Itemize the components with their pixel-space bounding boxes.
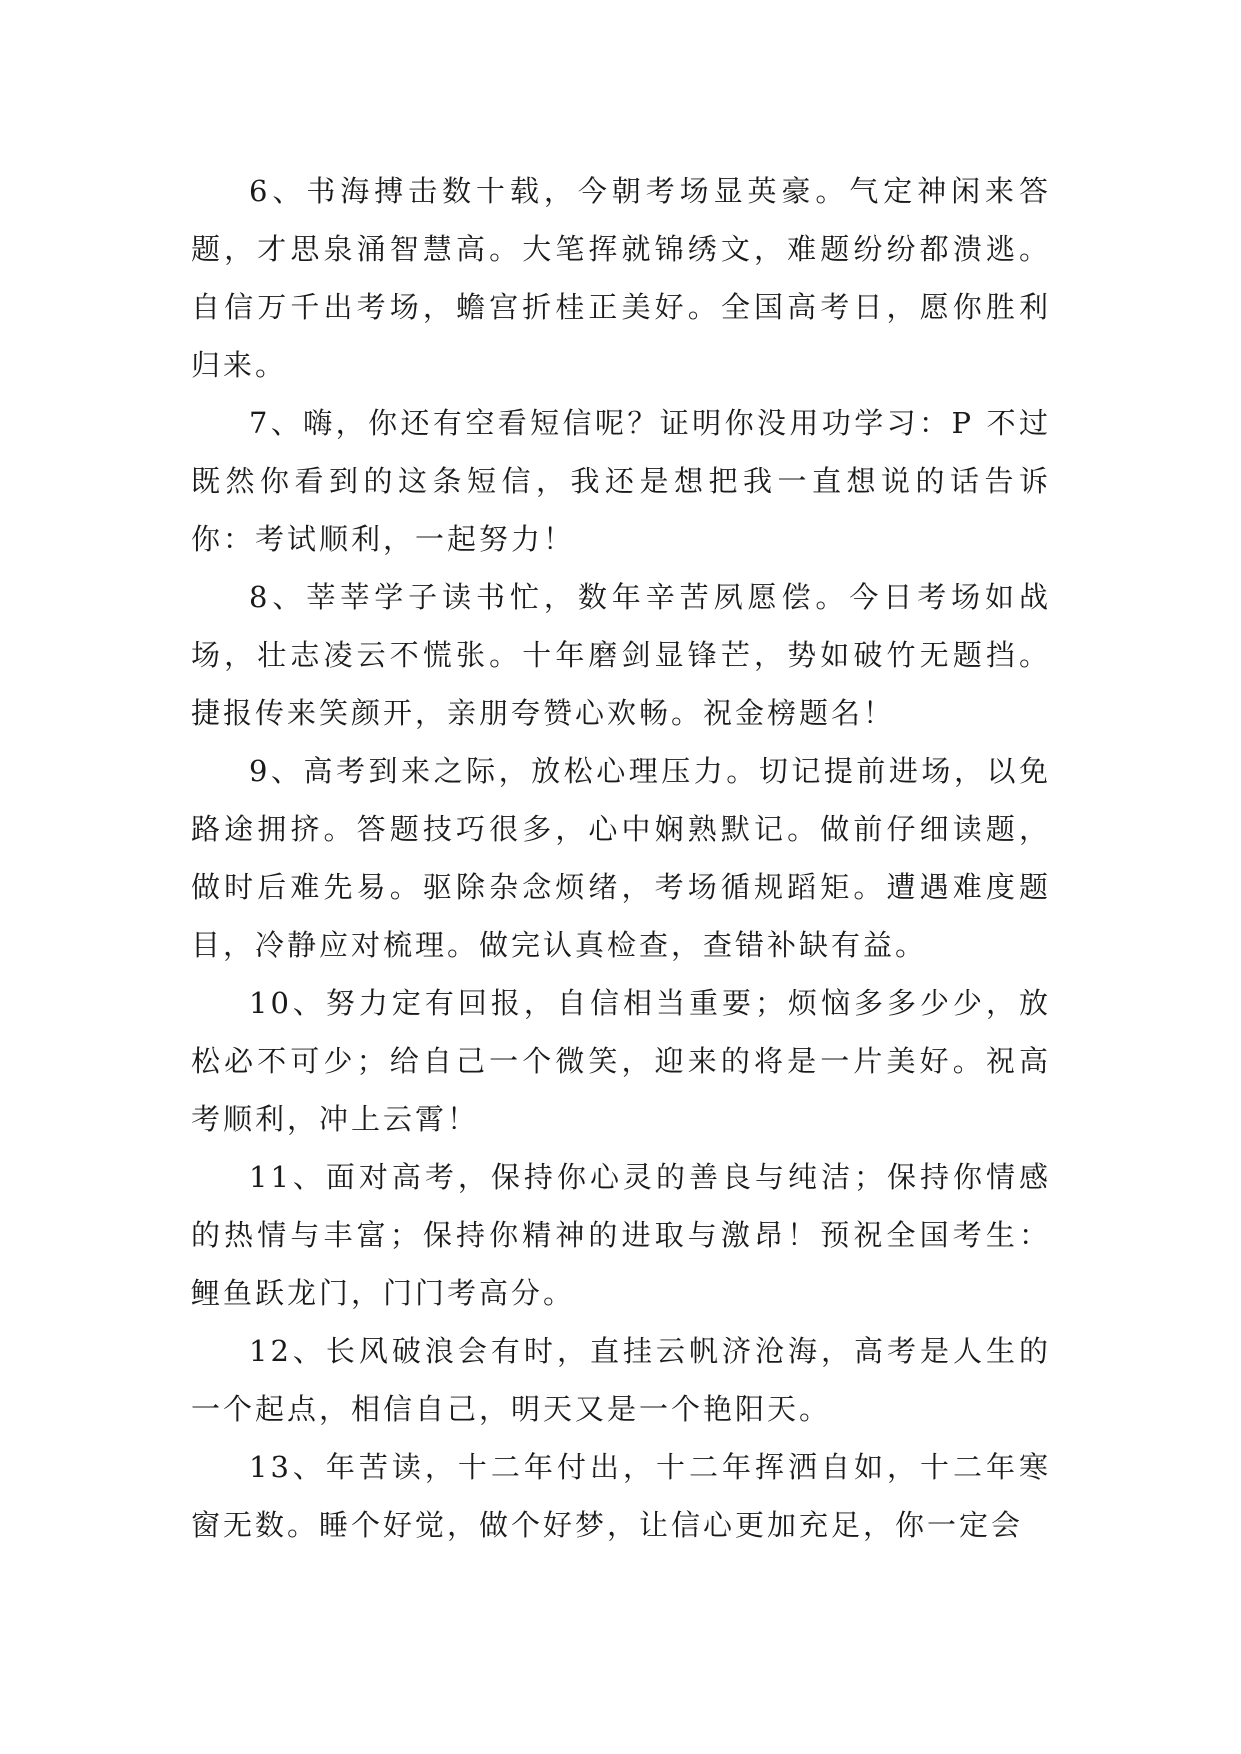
paragraph-8: 8、莘莘学子读书忙，数年辛苦夙愿偿。今日考场如战场，壮志凌云不慌张。十年磨剑显锋芒，势如破竹无题挡。捷报传来笑颜开，亲朋夸赞心欢畅。祝金榜题名！ bbox=[191, 580, 1051, 730]
paragraph-10: 10、努力定有回报，自信相当重要；烦恼多多少少，放松必不可少；给自己一个微笑，迎来的将是一片美好。祝高考顺利，冲上云霄！ bbox=[191, 986, 1051, 1136]
paragraph-7: 7、嗨，你还有空看短信呢？证明你没用功学习：P 不过既然你看到的这条短信，我还是想把我一直想说的话告诉你：考试顺利，一起努力！ bbox=[191, 406, 1051, 556]
paragraph-12: 12、长风破浪会有时，直挂云帆济沧海，高考是人生的一个起点，相信自己，明天又是一个艳阳天。 bbox=[191, 1334, 1051, 1426]
paragraph-11: 11、面对高考，保持你心灵的善良与纯洁；保持你情感的热情与丰富；保持你精神的进取与激昂！预祝全国考生：鲤鱼跃龙门，门门考高分。 bbox=[191, 1160, 1051, 1310]
paragraph-6: 6、书海搏击数十载，今朝考场显英豪。气定神闲来答题，才思泉涌智慧高。大笔挥就锦绣文，难题纷纷都溃逃。自信万千出考场，蟾宫折桂正美好。全国高考日，愿你胜利归来。 bbox=[191, 174, 1051, 382]
paragraph-9: 9、高考到来之际，放松心理压力。切记提前进场，以免路途拥挤。答题技巧很多，心中娴熟默记。做前仔细读题，做时后难先易。驱除杂念烦绪，考场循规蹈矩。遭遇难度题目，冷静应对梳理。做完认真检查，查错补缺有益。 bbox=[191, 754, 1051, 962]
paragraph-13: 13、年苦读，十二年付出，十二年挥洒自如，十二年寒窗无数。睡个好觉，做个好梦，让信心更加充足，你一定会 bbox=[191, 1450, 1051, 1542]
document-body bbox=[191, 162, 1051, 1554]
